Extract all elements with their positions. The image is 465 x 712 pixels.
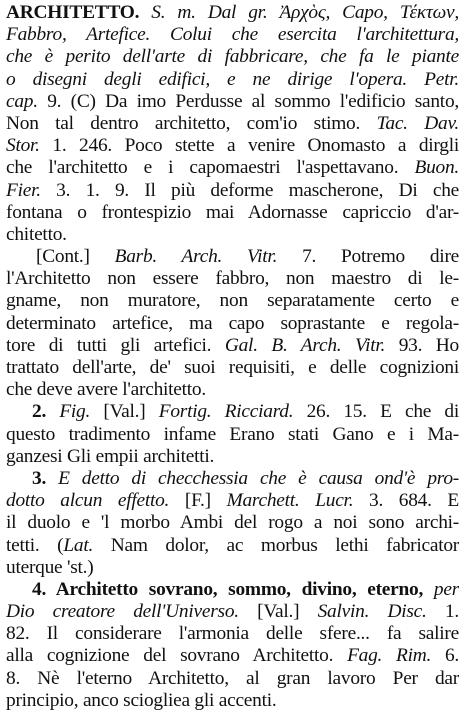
body-text: che l'architetto e i capomaestri l'aspettavano. [6,157,415,179]
body-text: Nam dolor, ac morbus lethi fabricator [93,534,459,556]
text-line [6,113,459,135]
text-line [6,46,459,68]
body-text: trattato dell'arte, de' suoi requisiti, e delle cognizioni [6,357,459,378]
text-line [6,601,459,623]
italic-text: dotto alcun effetto. [6,490,170,512]
bold-text: 3. [32,467,47,489]
italic-text: o disegni degli edifici, e ne dirige l'opera. Petr. [6,68,459,90]
body-text: 82. Il considerare l'armonia delle sfere... fa salire [6,623,459,645]
italic-text: che è perito dell'arte di fabbricare, che fa le piante [6,46,459,68]
italic-text: Dio creatore dell'Universo. [6,601,239,623]
italic-text: Tac. Dav. [376,112,459,134]
text-line [6,535,459,557]
text-line [6,246,459,268]
text-line [6,268,459,290]
text-line [6,668,459,690]
text-line [6,157,459,179]
italic-text: Stor. [6,135,40,157]
text-line [6,424,459,446]
text-line [6,24,459,46]
italic-text: Fier. [6,179,41,201]
body-text: 7. Potremo dire [277,246,459,268]
body-text: tore di tutti gli artefici. [6,334,225,356]
italic-text: cap. [6,90,38,112]
text-line [6,135,459,157]
italic-text: Buon. [414,157,459,179]
text-line [6,357,459,379]
body-text: 93. Ho [385,334,459,356]
text-line [6,2,459,24]
text-line [6,690,459,712]
body-text: [Cont.] [36,246,115,268]
body-text: gname, non muratore, non separatamente certo e [6,290,459,312]
italic-text: Lat. [63,534,94,556]
bold-text: 2. [32,401,47,423]
italic-text: Fag. Rim. [347,645,432,667]
body-text: 1. 246. Poco stette a venire Onomasto a dirgli [39,135,459,157]
body-text: Non tal dentro architetto, com'io stimo. [6,112,377,134]
body-text: 3. 684. E [353,490,459,512]
italic-text: Marchett. Lucr. [226,490,354,512]
text-line [6,557,459,579]
body-text: ganzesi Gli empii architetti. [6,445,215,467]
text-line [6,623,459,645]
body-text: determinato artefice, ma capo soprastante e regola- [6,312,459,334]
body-text: 26. 15. E che di [293,401,459,423]
text-line [6,468,459,490]
italic-text: Salvin. Disc. [317,601,427,623]
body-text: uterque 'st.) [6,556,94,578]
body-text: chitetto. [6,223,67,245]
body-text: questo tradimento infame Erano stati Gano e i Ma- [6,423,459,445]
text-line [6,180,459,202]
text-line [6,91,459,113]
body-text: il duolo e 'l morbo Ambi del rogo a noi sono archi- [6,512,459,534]
text-line [6,579,459,601]
body-text: principio, anco scioglieа gli accenti. [6,689,277,711]
body-text: [Val.] [90,401,159,423]
body-text: 6. [431,645,459,667]
italic-text: E detto di checchessia che è causa ond'è pro- [46,467,459,489]
text-line [6,69,459,91]
italic-text: Gal. B. Arch. Vitr. [224,334,386,356]
text-line [6,379,459,401]
text-line [6,512,459,534]
italic-text: Fig. [46,401,91,423]
body-text: [F.] [169,490,227,512]
italic-text: S. m. Dal gr. Ἀρχὸς, Capo, Τέκτων, [139,2,459,23]
text-line [6,335,459,357]
body-text: 9. (C) Da imo Perdusse al sommo l'edificio santo, [37,90,459,112]
text-line [6,202,459,224]
text-line [6,645,459,667]
italic-text: per [423,578,459,600]
text-line [6,290,459,312]
body-text: 1. [426,601,459,623]
body-text: 3. 1. 9. Il più deforme mascherone, Di che [40,179,459,201]
body-text: l'Architetto non essere fabbro, non maestro di le- [6,268,459,290]
body-text: che deve avere l'architetto. [6,379,206,401]
bold-text: ARCHITETTO. [6,2,140,23]
italic-text: Fabbro, Artefice. Colui che esercita l'architettura, [6,24,459,46]
text-line [6,446,459,468]
body-text: alla cognizione del sovrano Architetto. [6,645,348,667]
bold-text: 4. Architetto sovrano, sommo, divino, eterno, [32,578,424,600]
body-text: 8. Nè l'eterno Architetto, al gran lavoro Per dar [6,667,459,689]
body-text: fontana o frontespizio mai Adornasse capriccio d'ar- [6,201,459,223]
italic-text: Fortig. Ricciard. [158,401,294,423]
italic-text: Barb. Arch. Vitr. [114,246,278,268]
body-text: [Val.] [238,601,318,623]
body-text: tetti. ( [6,534,64,556]
text-line [6,401,459,423]
text-line [6,313,459,335]
text-line [6,224,459,246]
text-line [6,490,459,512]
